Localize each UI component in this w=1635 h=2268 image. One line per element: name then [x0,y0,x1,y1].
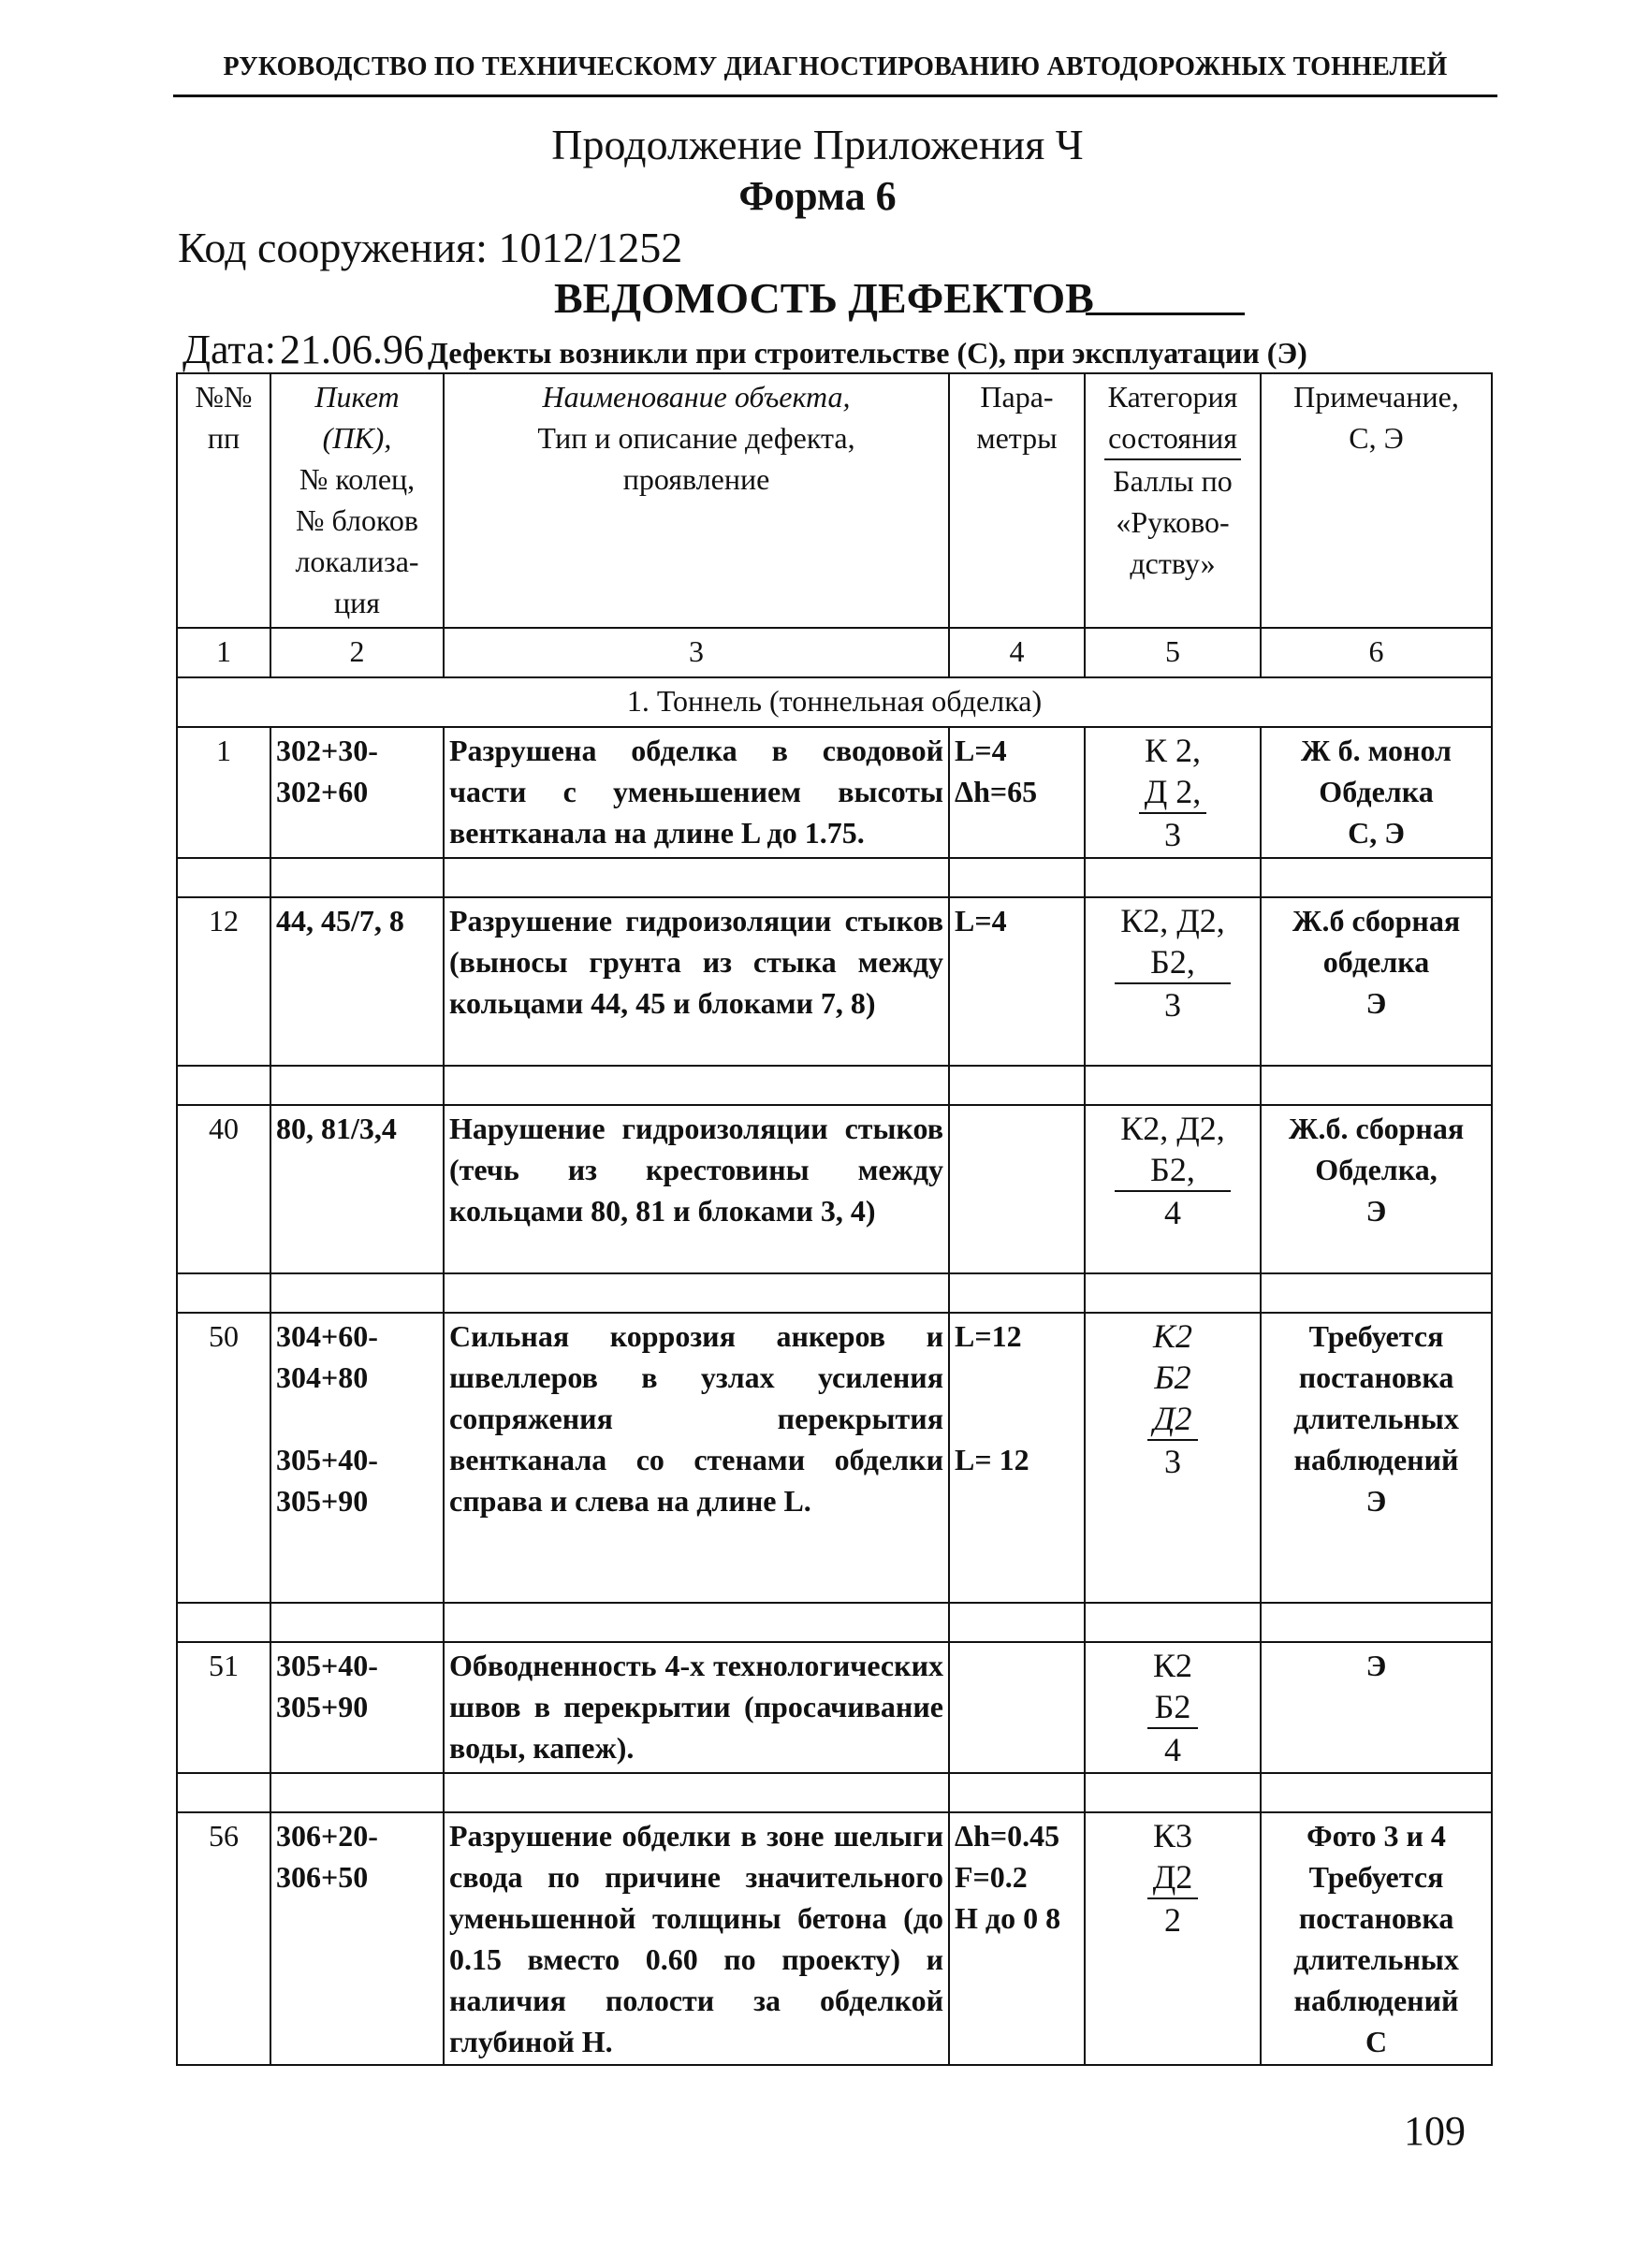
category-score: 4 [1164,1194,1181,1231]
date-label: Дата: [182,327,276,372]
row-picket: 302+30- 302+60 [270,727,444,858]
category-grades: К2, Д2, Б2, [1115,900,1231,984]
page-number: 109 [1404,2108,1466,2154]
row-params [949,1642,1085,1773]
table-row [177,1313,1492,1603]
header-row [177,373,1492,628]
header-desc-rest: Тип и описание дефекта, проявление [537,421,855,496]
header-desc-title: Наименование объекта, [542,380,851,414]
row-params: Δh=0.45 F=0.2 Н до 0 8 [949,1812,1085,2065]
row-category [1085,897,1261,1066]
header-pk-rest: № колец, № блоков локализа- ция [295,462,419,619]
sheet-title: ВЕДОМОСТЬ ДЕФЕКТОВ [554,274,1094,322]
section-title: 1. Тоннель (тоннельная обделка) [177,677,1492,727]
header-category-top: Категория состояния [1104,376,1242,460]
header-pk [270,373,444,628]
table-row [177,1642,1492,1773]
header-num: №№ пп [177,373,270,628]
header-desc [444,373,949,628]
row-category [1085,1105,1261,1273]
row-description: Разрушение обделки в зоне шелыги свода по причине значительного уменьшенной толщины бетона (до 0.15 вместо 0.60 по проекту) и наличия полости за обделкой глубиной Н. [444,1812,949,2065]
row-description: Сильная коррозия анкеров и швеллеров в узлах усиления сопряжения перекрытия вентканала со стенами обделки справа и слева на длине L. [444,1313,949,1603]
code-label: Код сооружения: [178,224,488,271]
column-number: 4 [949,628,1085,677]
row-params: L=12 L= 12 [949,1313,1085,1603]
row-picket: 305+40- 305+90 [270,1642,444,1773]
row-description: Обводненность 4-х технологических швов в перекрытии (просачивание воды, капеж). [444,1642,949,1773]
row-note: Ж б. монол Обделка С, Э [1261,727,1492,858]
category-score: 3 [1164,986,1181,1024]
header-category-bottom: Баллы по «Руково- дству» [1113,464,1233,580]
row-picket: 306+20- 306+50 [270,1812,444,2065]
row-category [1085,1642,1261,1773]
row-number: 50 [177,1313,270,1603]
row-params: L=4 Δh=65 [949,727,1085,858]
column-number: 2 [270,628,444,677]
category-grades: К2 Б2 Д2 [1147,1316,1198,1441]
row-number: 12 [177,897,270,1066]
row-category [1085,727,1261,858]
table-row [177,897,1492,1066]
continuation-title: Продолжение Приложения Ч [551,121,1084,168]
row-description: Разрушена обделка в сводовой части с уменьшением высоты вентканала на длине L до 1.75. [444,727,949,858]
spacer-row [177,1273,1492,1313]
date-line [182,326,1307,373]
header-note: Примечание, С, Э [1261,373,1492,628]
row-number: 40 [177,1105,270,1273]
row-note: Требуется постановка длительных наблюдений Э [1261,1313,1492,1603]
running-title: РУКОВОДСТВО ПО ТЕХНИЧЕСКОМУ ДИАГНОСТИРОВАНИЮ АВТОДОРОЖНЫХ ТОННЕЛЕЙ [223,52,1448,81]
form-title: Форма 6 [738,173,897,219]
row-picket: 80, 81/3,4 [270,1105,444,1273]
spacer-row [177,1066,1492,1105]
header-pk-title: Пикет (ПК), [314,380,400,455]
row-number: 1 [177,727,270,858]
header-category [1085,373,1261,628]
row-category [1085,1313,1261,1603]
category-grades: К2 Б2 [1147,1645,1198,1729]
category-score: 4 [1164,1731,1181,1768]
structure-code [178,223,682,272]
column-numbers-row [177,628,1492,677]
column-number: 3 [444,628,949,677]
date-value: 21.06.96 [279,327,424,372]
row-number: 56 [177,1812,270,2065]
row-params: L=4 [949,897,1085,1066]
row-note: Э [1261,1642,1492,1773]
category-score: 2 [1164,1901,1181,1939]
category-score: 3 [1164,816,1181,853]
section-row [177,677,1492,727]
sheet-title-underline [1086,313,1245,315]
row-picket: 44, 45/7, 8 [270,897,444,1066]
row-number: 51 [177,1642,270,1773]
row-picket: 304+60- 304+80 305+40- 305+90 [270,1313,444,1603]
spacer-row [177,858,1492,897]
defects-table [176,372,1493,2066]
category-grades: К2, Д2, Б2, [1115,1108,1231,1192]
row-note: Ж.б сборная обделка Э [1261,897,1492,1066]
spacer-row [177,1773,1492,1812]
category-score: 3 [1164,1443,1181,1480]
row-description: Нарушение гидроизоляции стыков (течь из крестовины между кольцами 80, 81 и блоками 3, 4) [444,1105,949,1273]
table-row [177,1812,1492,2065]
table-row [177,1105,1492,1273]
category-grades: К 2, Д 2, [1139,730,1207,814]
row-note: Ж.б. сборная Обделка, Э [1261,1105,1492,1273]
row-params [949,1105,1085,1273]
origin-note: Дефекты возникли при строительстве (С), при эксплуатации (Э) [427,336,1307,370]
column-number: 1 [177,628,270,677]
column-number: 6 [1261,628,1492,677]
header-rule [173,94,1497,97]
code-value: 1012/1252 [498,224,683,271]
row-description: Разрушение гидроизоляции стыков (выносы грунта из стыка между кольцами 44, 45 и блоками 7, 8) [444,897,949,1066]
table-row [177,727,1492,858]
row-note: Фото 3 и 4 Требуется постановка длительных наблюдений С [1261,1812,1492,2065]
column-number: 5 [1085,628,1261,677]
row-category [1085,1812,1261,2065]
spacer-row [177,1603,1492,1642]
header-params: Пара- метры [949,373,1085,628]
category-grades: К3 Д2 [1147,1815,1199,1899]
